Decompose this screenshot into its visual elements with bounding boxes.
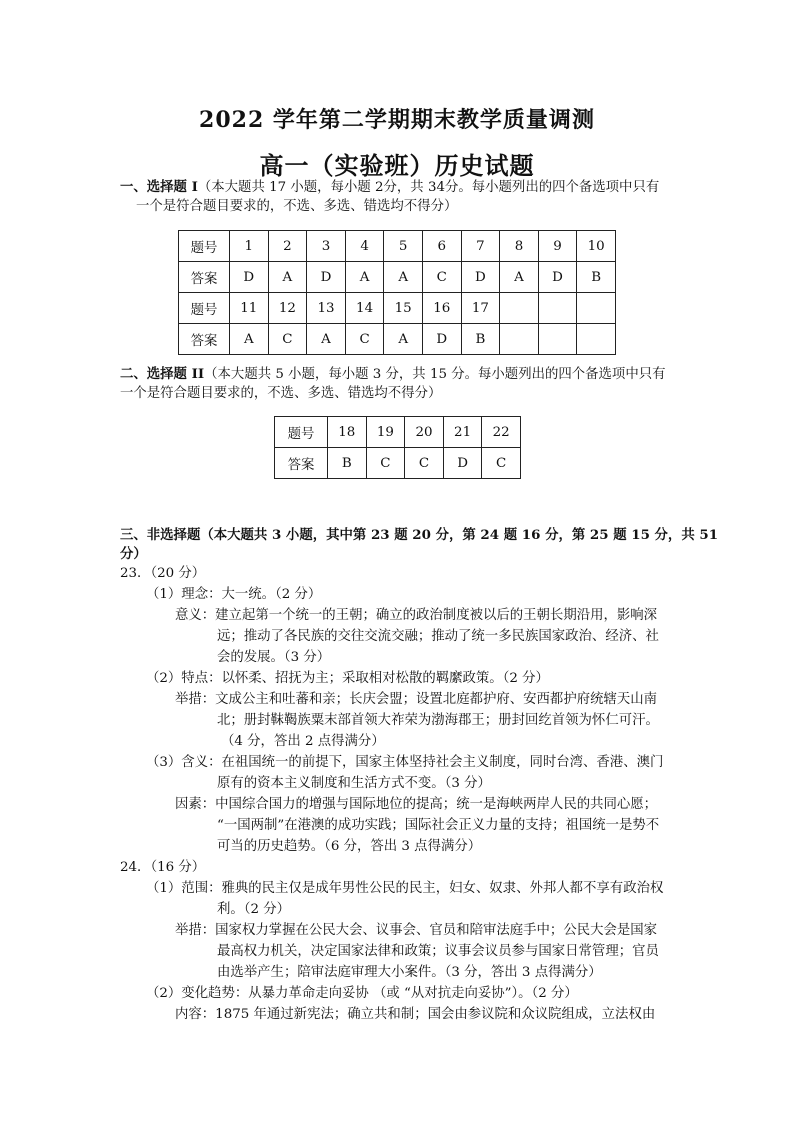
answer-cell: D	[307, 262, 346, 293]
q24-1-measures: 举措：国家权力掌握在公民大会、议事会、官员和陪审法庭手中；公民大会是国家	[175, 923, 658, 938]
q24-2-content: 内容：1875 年通过新宪法；确立共和制；国会由参议院和众议院组成，立法权由	[175, 1007, 656, 1022]
answer-cell: C	[268, 324, 307, 355]
answer-cell: 11	[230, 293, 269, 324]
q23-1-significance: 意义：建立起第一个统一的王朝；确立的政治制度被以后的王朝长期沿用，影响深	[175, 608, 658, 623]
q23-heading: 23．（20 分）	[120, 566, 206, 581]
answer-cell: C	[405, 448, 444, 479]
answer-cell: D	[538, 262, 577, 293]
q23-2-features: （2）特点：以怀柔、招抚为主；采取相对松散的羁縻政策。（2 分）	[146, 671, 549, 686]
answer-cell: A	[384, 324, 423, 355]
answer-cell: 10	[577, 231, 616, 262]
answer-cell	[577, 293, 616, 324]
answer-cell: 9	[538, 231, 577, 262]
answer-cell: 21	[443, 417, 482, 448]
answer-cell: 17	[461, 293, 500, 324]
q23-3-factors: 因素：中国综合国力的增强与国际地位的提高；统一是海峡两岸人民的共同心愿；	[175, 797, 658, 812]
row-label-cell: 题号	[179, 293, 230, 324]
answer-line: （4 分，答出 2 点得满分）	[221, 734, 385, 749]
section3-heading: 三、非选择题（本大题共 3 小题，其中第 23 题 20 分，第 24 题 16 分，第 25 题 15 分，共 51	[120, 527, 719, 543]
section1-desc: （本大题共 17 小题，每小题 2分，共 34分。每小题列出的四个备选项中只有	[197, 180, 660, 195]
answer-cell: 7	[461, 231, 500, 262]
answer-cell: 15	[384, 293, 423, 324]
answer-cell: 2	[268, 231, 307, 262]
section2-heading: 二、选择题 II	[120, 366, 205, 382]
answer-cell: 16	[422, 293, 461, 324]
section2-desc-cont: 一个是符合题目要求的，不选、多选、错选均不得分）	[120, 386, 442, 401]
table-row	[275, 448, 521, 479]
answer-cell: 18	[328, 417, 367, 448]
answer-cell: D	[461, 262, 500, 293]
answer-cell: A	[307, 324, 346, 355]
answer-cell: 14	[345, 293, 384, 324]
answer-cell: 19	[366, 417, 405, 448]
answer-cell: B	[577, 262, 616, 293]
answer-cell: C	[422, 262, 461, 293]
answer-cell: A	[500, 262, 539, 293]
row-label-cell: 答案	[179, 324, 230, 355]
section2-desc: （本大题共 5 小题，每小题 3 分，共 15 分。每小题列出的四个备选项中只有	[204, 367, 666, 382]
answer-cell: 8	[500, 231, 539, 262]
answer-cell	[500, 324, 539, 355]
answer-cell: D	[422, 324, 461, 355]
row-label-cell: 答案	[275, 448, 328, 479]
answer-line: 可当的历史趋势。（6 分，答出 3 点得满分）	[217, 839, 482, 854]
answer-cell: 6	[422, 231, 461, 262]
table-row	[179, 262, 616, 293]
row-label-cell: 答案	[179, 262, 230, 293]
answer-cell: 22	[482, 417, 521, 448]
answer-cell: 20	[405, 417, 444, 448]
answer-cell: A	[384, 262, 423, 293]
answer-line: 远；推动了各民族的交往交流交融；推动了统一多民族国家政治、经济、社	[217, 629, 659, 644]
exam-subtitle: 高一（实验班）历史试题	[259, 151, 535, 180]
answer-cell: 5	[384, 231, 423, 262]
answer-cell	[500, 293, 539, 324]
answer-line: “一国两制”在港澳的成功实践；国际社会正义力量的支持；祖国统一是势不	[217, 818, 660, 833]
answer-cell	[538, 324, 577, 355]
answer-line: 最高权力机关，决定国家法律和政策；议事会议员参与国家日常管理；官员	[217, 944, 659, 959]
table-row	[179, 293, 616, 324]
answer-line: 由选举产生；陪审法庭审理大小案件。（3 分，答出 3 点得满分）	[217, 965, 602, 980]
answer-cell: 3	[307, 231, 346, 262]
answer-cell: B	[461, 324, 500, 355]
answer-cell: 13	[307, 293, 346, 324]
q24-2-trend: （2）变化趋势：从暴力革命走向妥协 （或 “从对抗走向妥协”）。（2 分）	[146, 986, 578, 1001]
section3-heading-cont: 分）	[120, 546, 147, 562]
q23-1-idea: （1）理念：大一统。（2 分）	[146, 587, 322, 602]
answer-cell: D	[443, 448, 482, 479]
answer-cell: A	[345, 262, 384, 293]
answer-line: 利。（2 分）	[217, 902, 291, 917]
table-row	[275, 417, 521, 448]
answer-cell	[538, 293, 577, 324]
answer-cell	[577, 324, 616, 355]
answer-table-1	[178, 230, 616, 355]
answer-cell: A	[268, 262, 307, 293]
section1-desc-cont: 一个是符合题目要求的，不选、多选、错选均不得分）	[136, 199, 458, 214]
answer-table-2-body	[275, 417, 521, 479]
answer-line: 原有的资本主义制度和生活方式不变。（3 分）	[217, 776, 491, 791]
answer-table-2	[274, 416, 521, 479]
q24-heading: 24．（16 分）	[120, 860, 206, 875]
answer-cell: D	[230, 262, 269, 293]
section1-heading: 一、选择题 I	[120, 179, 198, 195]
row-label-cell: 题号	[179, 231, 230, 262]
q24-1-scope: （1）范围：雅典的民主仅是成年男性公民的民主，妇女、奴隶、外邦人都不享有政治权	[146, 881, 664, 896]
answer-cell: C	[482, 448, 521, 479]
answer-table-1-body	[179, 231, 616, 355]
answer-cell: B	[328, 448, 367, 479]
q23-3-meaning: （3）含义：在祖国统一的前提下，国家主体坚持社会主义制度，同时台湾、香港、澳门	[146, 755, 664, 770]
answer-line: 北；册封靺鞨族粟末部首领大祚荣为渤海郡王；册封回纥首领为怀仁可汗。	[217, 713, 659, 728]
answer-cell: C	[345, 324, 384, 355]
row-label-cell: 题号	[275, 417, 328, 448]
table-row	[179, 231, 616, 262]
q23-2-measures: 举措：文成公主和吐蕃和亲；长庆会盟；设置北庭都护府、安西都护府统辖天山南	[175, 692, 658, 707]
answer-line: 会的发展。（3 分）	[217, 650, 331, 665]
table-row	[179, 324, 616, 355]
answer-cell: C	[366, 448, 405, 479]
answer-cell: 1	[230, 231, 269, 262]
answer-cell: A	[230, 324, 269, 355]
answer-cell: 4	[345, 231, 384, 262]
answer-cell: 12	[268, 293, 307, 324]
exam-title: 2022 学年第二学期期末教学质量调测	[199, 107, 595, 133]
